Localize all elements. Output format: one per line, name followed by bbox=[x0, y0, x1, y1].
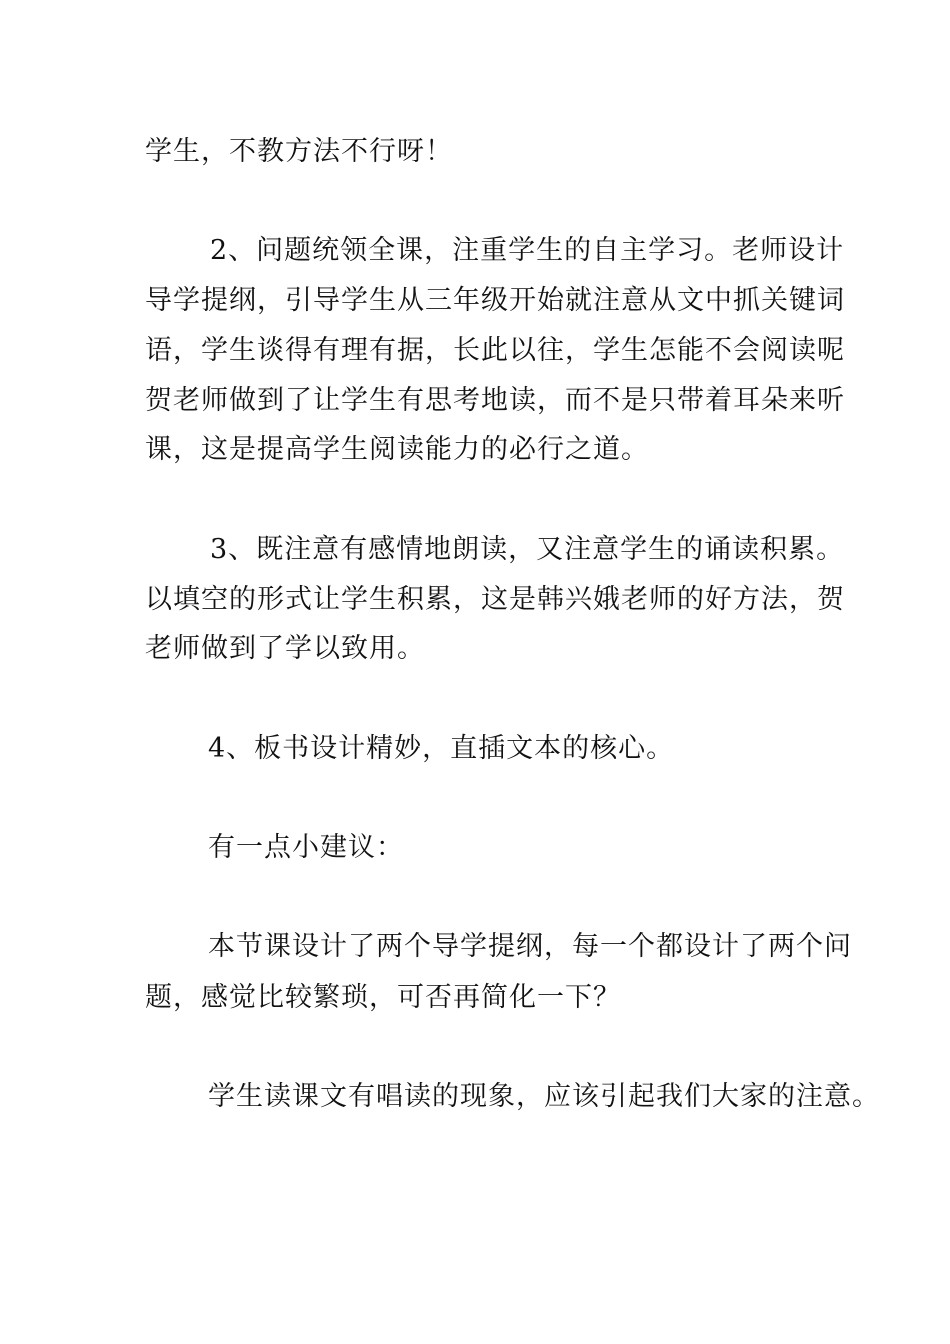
paragraph-3-line-2: 以填空的形式让学生积累，这是韩兴娥老师的好方法，贺 bbox=[145, 584, 845, 615]
paragraph-3-line-3: 老师做到了学以致用。 bbox=[145, 633, 425, 664]
paragraph-3-line-1: 3、既注意有感情地朗读，又注意学生的诵读积累。 bbox=[210, 534, 845, 565]
paragraph-7-line-1: 学生读课文有唱读的现象，应该引起我们大家的注意。 bbox=[208, 1081, 880, 1112]
paragraph-4-line-1: 4、板书设计精妙，直插文本的核心。 bbox=[208, 733, 675, 764]
paragraph-2-line-4: 贺老师做到了让学生有思考地读，而不是只带着耳朵来听 bbox=[145, 385, 845, 416]
paragraph-2-line-5: 课，这是提高学生阅读能力的必行之道。 bbox=[145, 434, 649, 465]
paragraph-6-line-2: 题，感觉比较繁琐，可否再简化一下？ bbox=[145, 982, 621, 1013]
paragraph-6-line-1: 本节课设计了两个导学提纲，每一个都设计了两个问 bbox=[208, 931, 852, 962]
paragraph-2-line-2: 导学提纲，引导学生从三年级开始就注意从文中抓关键词 bbox=[145, 285, 845, 316]
paragraph-5-line-1: 有一点小建议： bbox=[208, 832, 404, 863]
paragraph-1-line-1: 学生，不教方法不行呀！ bbox=[145, 136, 453, 167]
paragraph-2-line-3: 语，学生谈得有理有据，长此以往，学生怎能不会阅读呢 bbox=[145, 335, 845, 366]
paragraph-2-line-1: 2、问题统领全课，注重学生的自主学习。老师设计 bbox=[210, 235, 845, 266]
